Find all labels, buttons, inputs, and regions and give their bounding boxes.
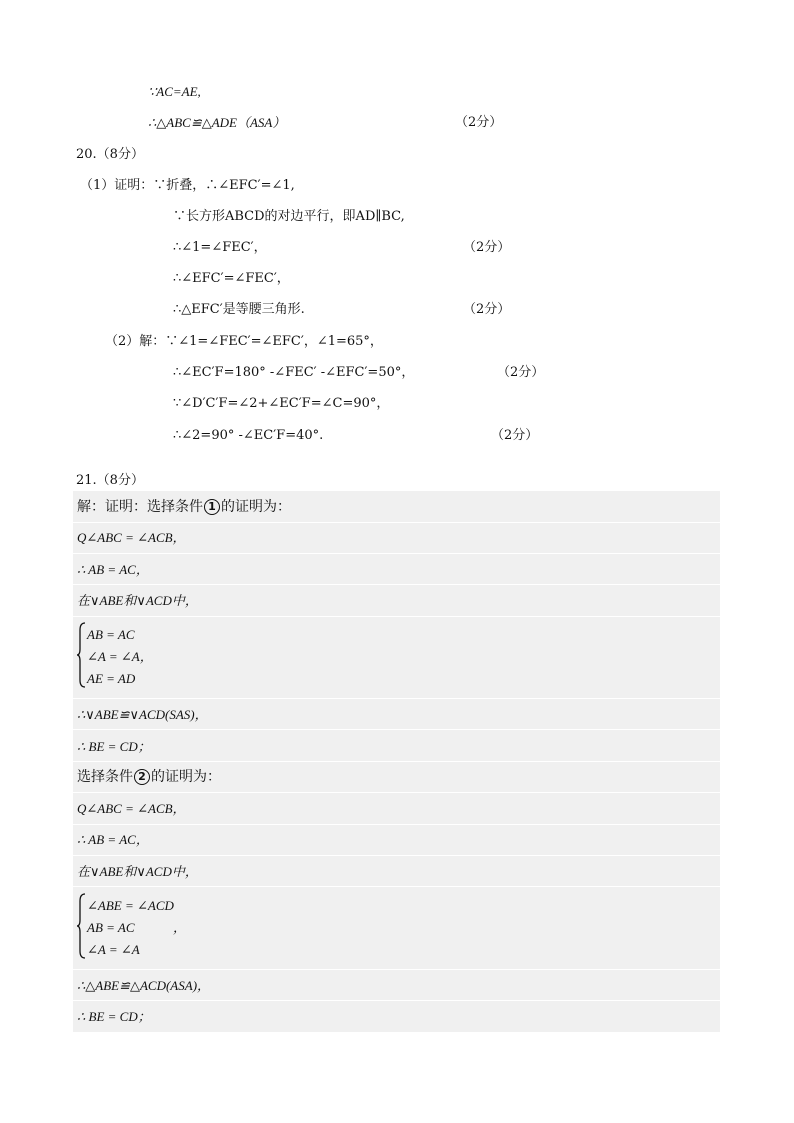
q21-b-system-1: ∠ABE = ∠ACD — [87, 898, 174, 913]
q21-a-system-3: AE = AD — [87, 671, 136, 686]
q20-part2-line-2: ∴∠EC′F=180° -∠FEC′ -∠EFC′=50°， — [173, 365, 415, 380]
q20-part1-line-5-score: （2分） — [463, 302, 511, 317]
divider — [73, 792, 720, 793]
q20-part2-line-2-score: （2分） — [497, 365, 545, 380]
q21-a-system-1: AB = AC — [87, 627, 135, 642]
circled-number-2: 2 — [134, 769, 150, 785]
q20-part2-line-4-score: （2分） — [491, 428, 539, 443]
top-line-2: ∴△ABC≌△ADE（ASA） — [148, 115, 286, 130]
q20-part1-line-5: ∴△EFC′是等腰三角形. — [173, 302, 305, 317]
divider — [73, 969, 720, 970]
divider — [73, 886, 720, 887]
q21-b-line-1: Q∠ABC = ∠ACB， — [77, 801, 186, 816]
q20-part2-line-1: （2）解：∵∠1=∠FEC′=∠EFC′，∠1=65°， — [105, 334, 383, 349]
q21-intro2-text-a: 选择条件 — [77, 769, 133, 785]
q21-a-system-2: ∠A = ∠A， — [87, 649, 153, 664]
q21-b-line-5: ∴ BE = CD； — [77, 1009, 151, 1024]
divider — [73, 855, 720, 856]
divider — [73, 1000, 720, 1001]
divider — [73, 698, 720, 699]
q21-header: 21.（8分） — [76, 473, 144, 488]
q21-intro-text-b: 的证明为： — [221, 499, 291, 515]
divider — [73, 616, 720, 617]
q21-a-line-3: 在∨ABE和∨ACD中， — [77, 593, 198, 608]
divider — [73, 824, 720, 825]
q20-part2-line-3: ∵∠D′C′F=∠2+∠EC′F=∠C=90°， — [173, 396, 390, 411]
circled-number-1: 1 — [204, 499, 220, 515]
divider — [73, 761, 720, 762]
q21-intro2-text-b: 的证明为： — [151, 769, 221, 785]
q20-part1-line-3: ∴∠1=∠FEC′， — [173, 240, 267, 255]
q20-part2-line-4: ∴∠2=90° -∠EC′F=40°. — [173, 428, 324, 443]
q21-b-system-2: AB = AC — [87, 920, 135, 935]
divider — [73, 729, 720, 730]
q21-intro-2 — [77, 768, 221, 786]
q21-b-line-4: ∴△ABE≌△ACD(ASA)， — [77, 978, 211, 993]
q20-part1-line-1: （1）证明：∵折叠，∴∠EFC′=∠1, — [80, 178, 295, 193]
q21-b-line-3: 在∨ABE和∨ACD中， — [77, 864, 198, 879]
q21-a-line-2: ∴ AB = AC， — [77, 562, 149, 577]
brace-icon — [76, 893, 86, 963]
q20-part1-line-4: ∴∠EFC′=∠FEC′， — [173, 271, 290, 286]
q20-header: 20.（8分） — [76, 147, 144, 162]
divider — [73, 553, 720, 554]
q21-b-line-2: ∴ AB = AC， — [77, 832, 149, 847]
top-line-2-score: （2分） — [455, 115, 503, 130]
top-line-1: ∵AC=AE, — [148, 84, 201, 99]
q21-b-system-comma: ， — [173, 920, 187, 935]
divider — [73, 584, 720, 585]
divider — [73, 522, 720, 523]
q20-part1-line-3-score: （2分） — [463, 240, 511, 255]
brace-icon — [76, 622, 86, 692]
q21-intro-text-a: 解：证明：选择条件 — [77, 499, 203, 515]
q21-a-line-4: ∴∨ABE≌∨ACD(SAS)， — [77, 707, 208, 722]
q21-b-system-3: ∠A = ∠A — [87, 942, 140, 957]
q20-part1-line-2: ∵长方形ABCD的对边平行，即AD∥BC, — [173, 209, 405, 224]
q21-a-line-5: ∴ BE = CD； — [77, 739, 151, 754]
q21-intro — [77, 498, 291, 516]
q21-a-line-1: Q∠ABC = ∠ACB， — [77, 530, 186, 545]
